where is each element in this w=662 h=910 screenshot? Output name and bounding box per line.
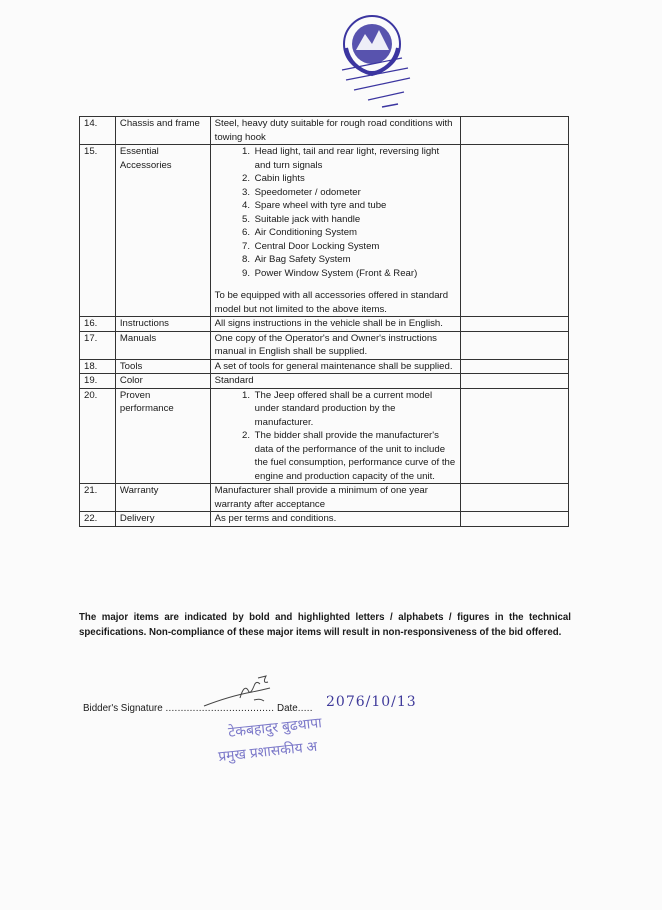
table-row (80, 331, 569, 359)
table-row (80, 374, 569, 389)
row-description: A set of tools for general maintenance shall be supplied. (210, 359, 460, 374)
row-compliance-cell (460, 374, 568, 389)
row-compliance-cell (460, 388, 568, 484)
table-row (80, 117, 569, 145)
list-item: 1. Head light, tail and rear light, reversing light and turn signals (253, 145, 456, 172)
row-item: Manuals (115, 331, 210, 359)
row-description (210, 145, 460, 317)
row-compliance-cell (460, 512, 568, 527)
row-compliance-cell (460, 359, 568, 374)
stamp-title: प्रमुख प्रशासकीय अ (217, 737, 318, 765)
row-item: Essential Accessories (115, 145, 210, 317)
row-description: All signs instructions in the vehicle shall be in English. (210, 317, 460, 332)
row-description: Steel, heavy duty suitable for rough road conditions with towing hook (210, 117, 460, 145)
list-item: 1. The Jeep offered shall be a current model under standard production by the manufacturer. (253, 389, 456, 430)
list-item: 2. The bidder shall provide the manufacturer's data of the performance of the unit to include the fuel consumption, performance curve of the engine and production capacity of the unit. (253, 429, 456, 483)
performance-list (215, 389, 456, 484)
list-item: 2. Cabin lights (253, 172, 456, 186)
signature-label: Bidder's Signature (83, 703, 163, 714)
table-row (80, 317, 569, 332)
row-number: 19. (80, 374, 116, 389)
row-description: As per terms and conditions. (210, 512, 460, 527)
row-item: Proven performance (115, 388, 210, 484)
handwritten-date: 2076/10/13 (326, 694, 417, 710)
row-item: Tools (115, 359, 210, 374)
list-item: 9. Power Window System (Front & Rear) (253, 267, 456, 281)
list-item: 7. Central Door Locking System (253, 240, 456, 254)
row-number: 20. (80, 388, 116, 484)
list-item: 6. Air Conditioning System (253, 226, 456, 240)
signature-dots: .................................... (165, 703, 275, 714)
row-compliance-cell (460, 484, 568, 512)
row-number: 21. (80, 484, 116, 512)
row-compliance-cell (460, 317, 568, 332)
row-compliance-cell (460, 331, 568, 359)
list-item: 8. Air Bag Safety System (253, 253, 456, 267)
date-label: Date (277, 703, 298, 714)
row-item: Instructions (115, 317, 210, 332)
row-compliance-cell (460, 145, 568, 317)
specification-table (79, 116, 569, 527)
row-item: Warranty (115, 484, 210, 512)
table-row (80, 145, 569, 317)
row-item: Color (115, 374, 210, 389)
list-item: 3. Speedometer / odometer (253, 186, 456, 200)
row-number: 14. (80, 117, 116, 145)
row-number: 15. (80, 145, 116, 317)
date-dots: ..... (297, 703, 313, 714)
table-row (80, 484, 569, 512)
accessories-list (215, 145, 456, 280)
row-number: 17. (80, 331, 116, 359)
municipality-seal (332, 8, 420, 108)
handwritten-signature (200, 670, 290, 710)
accessories-note: To be equipped with all accessories offered in standard model but not limited to the above items. (214, 290, 449, 315)
row-item: Delivery (115, 512, 210, 527)
major-items-note: The major items are indicated by bold and highlighted letters / alphabets / figures in the technical specifications. Non-compliance of these major items will result in non-responsiveness of the bid offered. (79, 612, 571, 638)
row-number: 18. (80, 359, 116, 374)
row-description: Manufacturer shall provide a minimum of one year warranty after acceptance (210, 484, 460, 512)
table-row (80, 512, 569, 527)
table-row (80, 388, 569, 484)
row-number: 22. (80, 512, 116, 527)
row-number: 16. (80, 317, 116, 332)
list-item: 4. Spare wheel with tyre and tube (253, 199, 456, 213)
row-description: Standard (210, 374, 460, 389)
row-item: Chassis and frame (115, 117, 210, 145)
row-description: One copy of the Operator's and Owner's instructions manual in English shall be supplied. (210, 331, 460, 359)
table-row (80, 359, 569, 374)
row-description (210, 388, 460, 484)
stamp-name: टेकबहादुर बुढथापा (227, 714, 323, 740)
row-compliance-cell (460, 117, 568, 145)
list-item: 5. Suitable jack with handle (253, 213, 456, 227)
